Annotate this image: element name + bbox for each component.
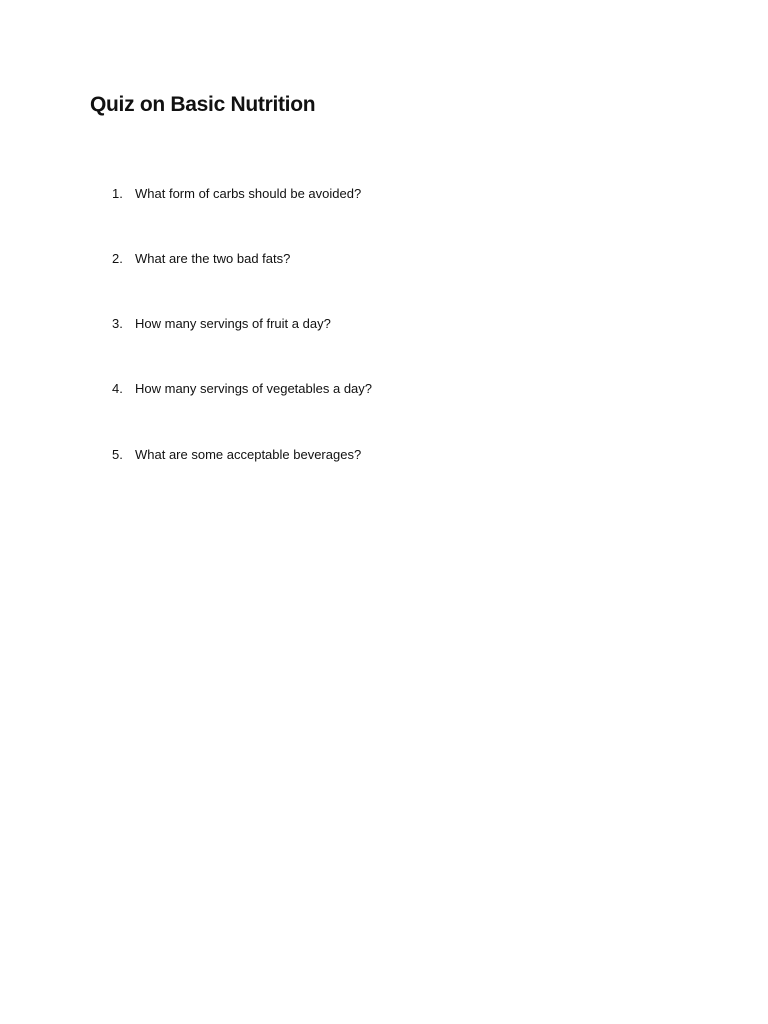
question-item — [112, 316, 331, 332]
question-number: 4. — [112, 381, 123, 396]
question-item — [112, 251, 290, 267]
question-number: 1. — [112, 186, 123, 201]
question-number: 2. — [112, 251, 123, 266]
question-number: 5. — [112, 447, 123, 462]
page-title: Quiz on Basic Nutrition — [90, 93, 316, 116]
question-text: How many servings of vegetables a day? — [135, 381, 373, 396]
question-item — [112, 381, 372, 397]
question-text: What are some acceptable beverages? — [135, 447, 362, 462]
question-item — [112, 186, 361, 202]
question-number: 3. — [112, 316, 123, 331]
question-item — [112, 447, 361, 463]
question-text: What are the two bad fats? — [135, 251, 291, 266]
question-text: What form of carbs should be avoided? — [135, 186, 362, 201]
question-text: How many servings of fruit a day? — [135, 316, 331, 331]
